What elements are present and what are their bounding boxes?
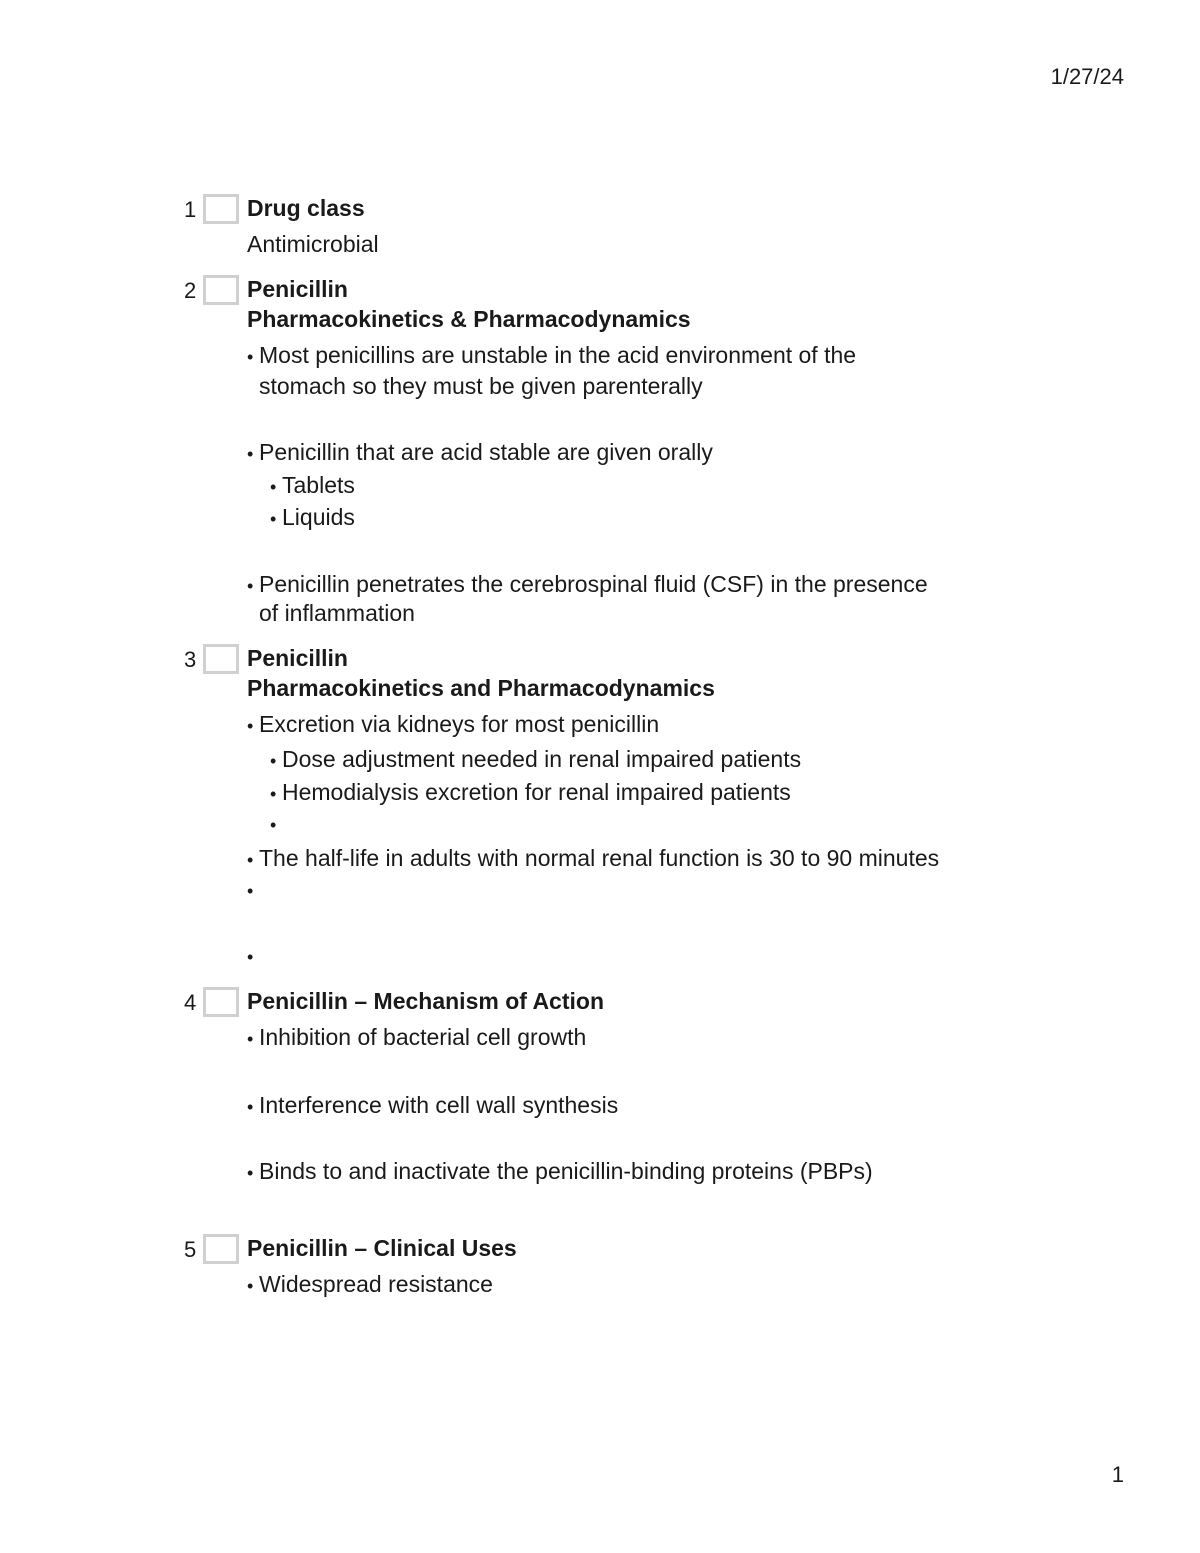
bullet-icon: •: [270, 477, 277, 497]
bullet-icon: •: [270, 815, 277, 835]
slide-body-text: Antimicrobial: [247, 231, 379, 257]
bullet-icon: •: [270, 751, 277, 771]
slide-thumbnail[interactable]: [203, 644, 239, 674]
bullet-icon: •: [270, 784, 277, 804]
list-item: • Hemodialysis excretion for renal impaired patients: [270, 777, 791, 809]
bullet-icon: •: [247, 716, 254, 736]
bullet-icon: •: [247, 1029, 254, 1049]
list-item: • Tablets: [270, 470, 355, 502]
slide-title: Penicillin: [247, 276, 348, 302]
list-item: • Dose adjustment needed in renal impaired patients: [270, 744, 801, 776]
list-item: • Penicillin that are acid stable are given orally: [247, 437, 713, 469]
list-item: • Liquids: [270, 502, 355, 534]
list-item: [247, 940, 259, 972]
list-item: [247, 874, 259, 906]
list-item: • Inhibition of bacterial cell growth: [247, 1022, 586, 1054]
bullet-icon: •: [247, 850, 254, 870]
page-date: 1/27/24: [1050, 64, 1124, 89]
slide-number: 4: [184, 990, 197, 1015]
bullet-icon: •: [247, 347, 254, 367]
bullet-icon: •: [247, 444, 254, 464]
list-item: • Penicillin penetrates the cerebrospinal fluid (CSF) in the presence: [247, 569, 928, 601]
bullet-icon: •: [247, 576, 254, 596]
bullet-icon: •: [270, 509, 277, 529]
bullet-icon: •: [247, 1276, 254, 1296]
slide-thumbnail[interactable]: [203, 987, 239, 1017]
bullet-icon: •: [247, 1163, 254, 1183]
list-item-continuation: of inflammation: [259, 600, 415, 626]
list-item: • Interference with cell wall synthesis: [247, 1090, 618, 1122]
list-item: [270, 808, 282, 840]
slide-title: Penicillin – Clinical Uses: [247, 1235, 517, 1261]
bullet-icon: •: [247, 947, 254, 967]
page-number: 1: [1111, 1462, 1124, 1487]
bullet-icon: •: [247, 1097, 254, 1117]
list-item: • Binds to and inactivate the penicillin-binding proteins (PBPs): [247, 1156, 873, 1188]
slide-subtitle: Pharmacokinetics & Pharmacodynamics: [247, 306, 691, 332]
slide-title: Drug class: [247, 195, 365, 221]
slide-title: Penicillin: [247, 645, 348, 671]
list-item-continuation: stomach so they must be given parenterally: [259, 373, 703, 399]
list-item: • Most penicillins are unstable in the acid environment of the: [247, 340, 856, 372]
slide-thumbnail[interactable]: [203, 194, 239, 224]
slide-number: 3: [184, 647, 197, 672]
list-item: • Excretion via kidneys for most penicillin: [247, 709, 659, 741]
slide-title: Penicillin – Mechanism of Action: [247, 988, 604, 1014]
slide-number: 2: [184, 278, 197, 303]
slide-thumbnail[interactable]: [203, 275, 239, 305]
slide-number: 5: [184, 1237, 197, 1262]
list-item: • Widespread resistance: [247, 1269, 493, 1301]
slide-thumbnail[interactable]: [203, 1234, 239, 1264]
bullet-icon: •: [247, 881, 254, 901]
slide-subtitle: Pharmacokinetics and Pharmacodynamics: [247, 675, 715, 701]
slide-number: 1: [184, 197, 197, 222]
list-item: • The half-life in adults with normal renal function is 30 to 90 minutes: [247, 843, 939, 875]
